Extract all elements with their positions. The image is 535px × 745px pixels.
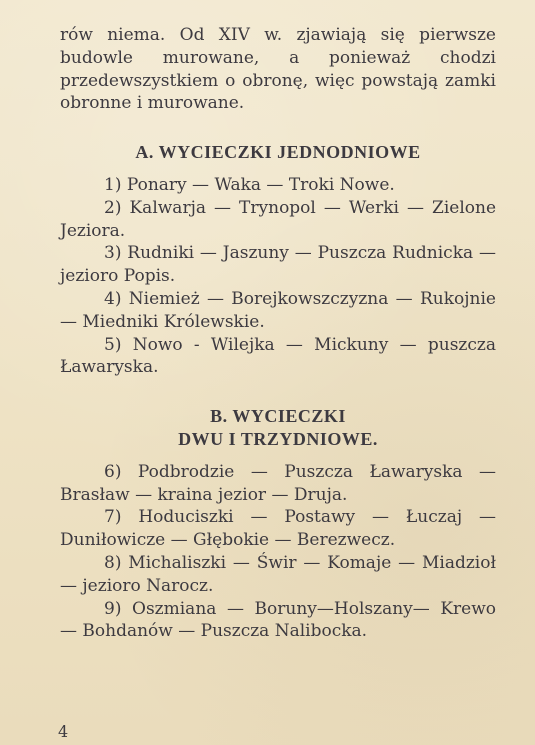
route-item-5: 5) Nowo - Wilejka — Mickuny — puszcza Ławaryska. — [60, 334, 496, 378]
section-b-heading-line-1: B. WYCIECZKI — [210, 406, 346, 427]
route-item-4: 4) Niemież — Borejkowszczyzna — Rukojnie — Miedniki Królewskie. — [60, 288, 496, 332]
route-item-3: 3) Rudniki — Jaszuny — Puszcza Rudnicka — jezioro Popis. — [60, 243, 496, 287]
page-content — [60, 24, 496, 643]
route-item-9: 9) Oszmiana — Boruny—Holszany— Krewo — Bohdanów — Puszcza Nalibocka. — [60, 598, 496, 642]
route-item-8: 8) Michaliszki — Świr — Komaje — Miadzioł — jezioro Narocz. — [60, 552, 496, 596]
section-b-heading-line-2: DWU I TRZYDNIOWE. — [178, 428, 378, 449]
route-item-2: 2) Kalwarja — Trynopol — Werki — Zielone Jeziora. — [60, 197, 496, 241]
spacer — [60, 115, 496, 141]
section-a-heading: A. WYCIECZKI JEDNODNIOWE — [135, 142, 421, 163]
route-item-7: 7) Hoduciszki — Postawy — Łuczaj — Duniłowicze — Głębokie — Berezwecz. — [60, 507, 496, 551]
spacer — [60, 164, 496, 174]
intro-paragraph: rów niema. Od XIV w. zjawiają się pierwsze budowle murowane, a ponieważ chodzi przedewszystkiem o obronę, więc powstają zamki obronne i murowane. — [60, 25, 496, 114]
page-number: 4 — [58, 722, 69, 741]
spacer — [60, 379, 496, 405]
spacer — [60, 451, 496, 461]
route-item-1: 1) Ponary — Waka — Troki Nowe. — [104, 174, 395, 195]
route-item-6: 6) Podbrodzie — Puszcza Ławaryska — Brasław — kraina jezior — Druja. — [60, 461, 496, 505]
